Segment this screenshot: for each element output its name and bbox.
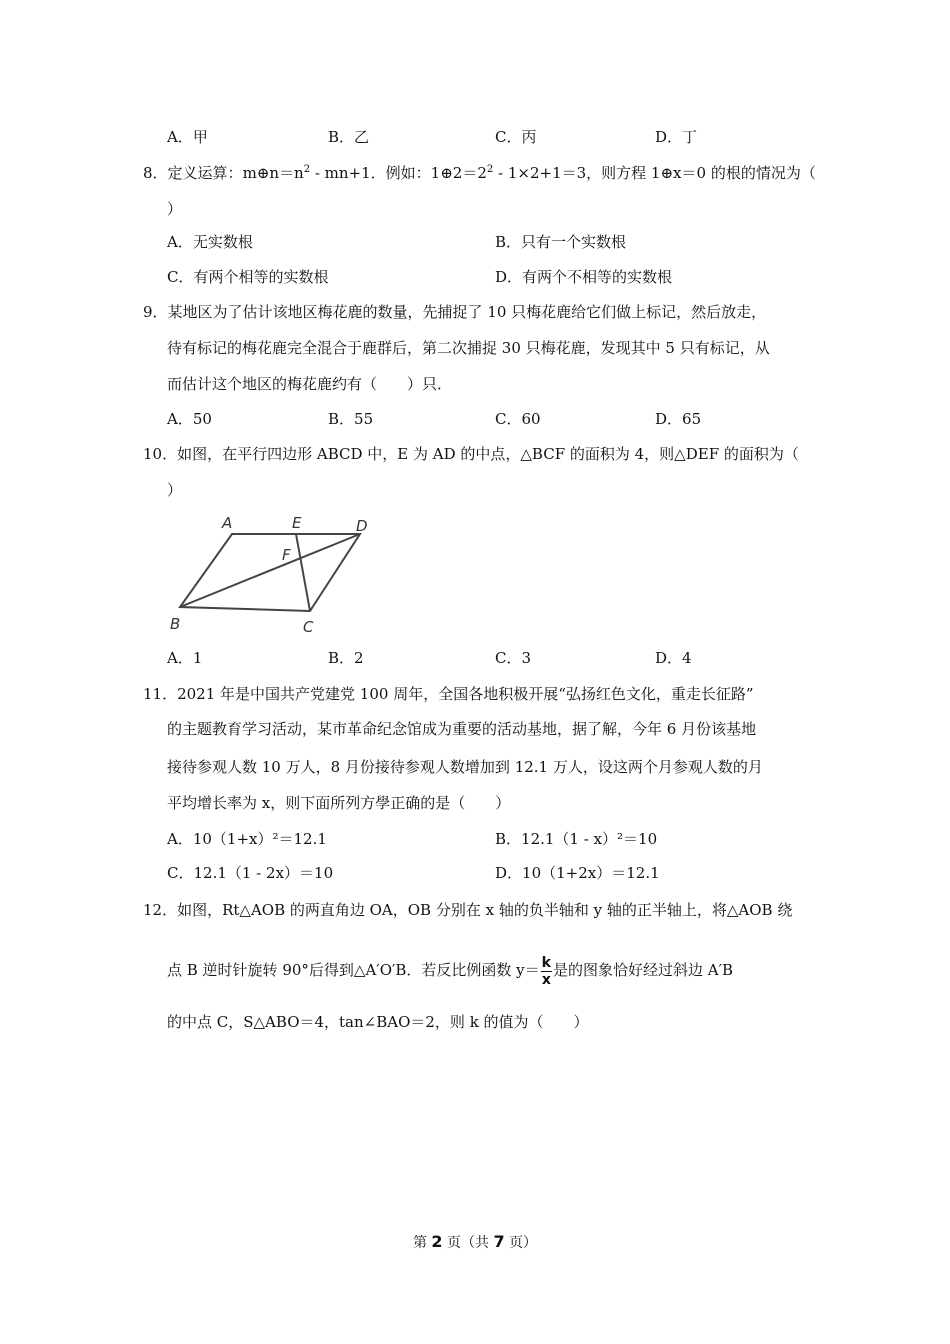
q10-option-b: B．2 [328,649,364,667]
q8-expr3: - 1×2+1＝3，则方程 1⊕x＝0 的根的情况为（ [493,164,816,182]
q12-line-3: 的中点 C，S△ABO＝4，tan∠BAO＝2，则 k 的值为（ ） [167,1013,589,1031]
q8-exp-2: 2 [486,164,494,175]
q11-line-3: 接待参观人数 10 万人，8 月份接待参观人数增加到 12.1 万人，设这两个月参观人数的月 [167,758,763,776]
q8-stem [143,163,816,183]
q10-option-d: D．4 [655,649,692,667]
q12-line-1: 12．如图，Rt△AOB 的两直角边 OA，OB 分别在 x 轴的负半轴和 y 轴的正半轴上，将△AOB 绕 [143,901,793,919]
fraction-denominator: x [541,971,551,988]
q8-expr: m⊕n＝n [242,164,304,182]
q12-line-2-b: 是的图象恰好经过斜边 A′B [552,961,734,979]
label-c: C [303,618,314,636]
q11-option-a: A．10（1+x）²＝12.1 [167,830,327,848]
label-f: F [282,546,291,564]
q8-option-d: D．有两个不相等的实数根 [495,268,673,286]
label-e: E [292,514,302,532]
q12-line-2 [167,952,733,988]
q7-option-d: D．丁 [655,128,698,146]
q11-line-1: 11．2021 年是中国共产党建党 100 周年，全国各地积极开展“弘扬红色文化，重走长征路” [143,685,754,703]
q8-number: 8． [143,164,168,182]
q11-line-2: 的主题教育学习活动，某市革命纪念馆成为重要的活动基地，据了解，今年 6 月份该基地 [167,720,757,738]
q9-line-2: 待有标记的梅花鹿完全混合于鹿群后，第二次捕捉 30 只梅花鹿，发现其中 5 只有标记，从 [167,339,770,357]
q10-parallelogram-figure [160,510,390,640]
q7-option-c: C．丙 [495,128,537,146]
label-d: D [356,517,368,535]
segment-ec [296,534,310,611]
q8-expr2: - mn+1．例如：1⊕2＝2 [310,164,487,182]
q9-option-d: D．65 [655,410,702,428]
q10-option-c: C．3 [495,649,532,667]
fraction-numerator: k [541,954,551,971]
q11-option-b: B．12.1（1 - x）²＝10 [495,830,658,848]
q9-option-a: A．50 [167,410,212,428]
q12-line-2-a: 点 B 逆时针旋转 90°后得到△A′O′B．若反比例函数 y＝ [167,961,540,979]
q8-exp-1: 2 [303,164,311,175]
q8-text: 定义运算： [167,164,243,182]
q8-option-a: A．无实数根 [167,233,253,251]
q9-option-c: C．60 [495,410,541,428]
q10-close: ） [167,481,183,499]
q8-option-b: B．只有一个实数根 [495,233,627,251]
q11-line-4: 平均增长率为 x，则下面所列方學正确的是（ ） [167,794,511,812]
q9-line-3: 而估计这个地区的梅花鹿约有（ ）只． [167,375,453,393]
footer-page-number: 2 [431,1232,443,1251]
label-a: A [222,514,233,532]
q8-option-c: C．有两个相等的实数根 [167,268,329,286]
q11-option-d: D．10（1+2x）＝12.1 [495,864,660,882]
q12-fraction [541,955,552,988]
q11-option-c: C．12.1（1 - 2x）＝10 [167,864,334,882]
q8-close: ） [167,200,183,218]
q10-option-a: A．1 [167,649,203,667]
q9-line-1: 9．某地区为了估计该地区梅花鹿的数量，先捕捉了 10 只梅花鹿给它们做上标记，然后放走， [143,303,767,321]
q10-line-1: 10．如图，在平行四边形 ABCD 中，E 为 AD 的中点，△BCF 的面积为 4，则△DEF 的面积为（ [143,445,799,463]
footer-suffix: 页） [504,1235,538,1251]
q7-option-b: B．乙 [328,128,370,146]
footer-prefix: 第 [412,1235,432,1251]
page-footer [0,1232,950,1252]
label-b: B [170,615,181,633]
q9-option-b: B．55 [328,410,374,428]
q7-option-a: A．甲 [167,128,208,146]
footer-mid: 页（共 [442,1235,494,1251]
footer-total-pages: 7 [493,1232,505,1251]
